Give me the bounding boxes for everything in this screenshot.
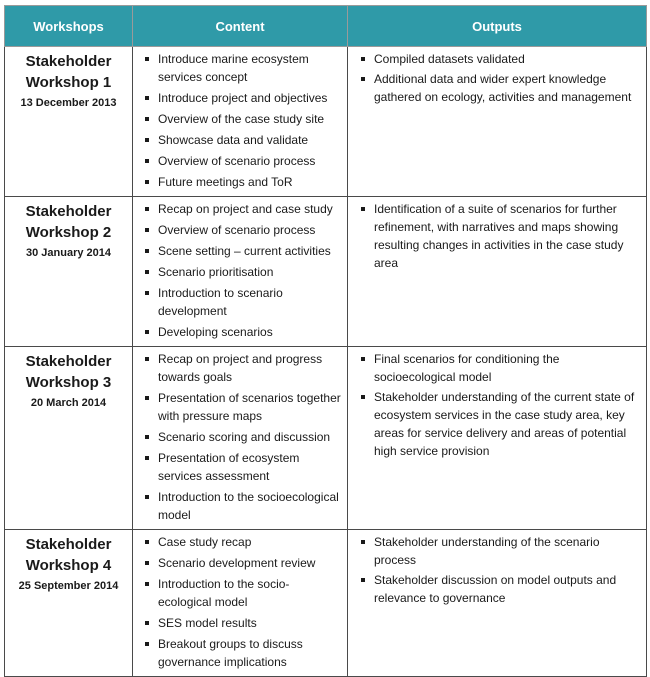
workshop-row xyxy=(5,347,647,530)
output-item: Stakeholder discussion on model outputs and relevance to governance xyxy=(359,571,640,607)
content-item: Introduction to scenario development xyxy=(143,284,341,320)
workshop-title: Stakeholder Workshop 3 xyxy=(25,353,112,391)
content-item: Case study recap xyxy=(143,533,341,551)
workshops-table xyxy=(4,5,647,677)
workshop-date: 20 March 2014 xyxy=(30,397,107,409)
content-cell xyxy=(133,530,348,677)
content-item: Scenario scoring and discussion xyxy=(143,428,341,446)
content-list xyxy=(133,530,347,676)
content-item: Presentation of ecosystem services assessment xyxy=(143,449,341,485)
content-cell xyxy=(133,47,348,197)
content-item: Overview of scenario process xyxy=(143,152,341,170)
workshop-cell xyxy=(5,47,133,197)
output-item: Additional data and wider expert knowledge gathered on ecology, activities and management xyxy=(359,70,640,106)
workshop-title: Stakeholder Workshop 2 xyxy=(25,203,112,241)
content-item: Recap on project and case study xyxy=(143,200,341,218)
output-item: Stakeholder understanding of the scenario process xyxy=(359,533,640,569)
content-list xyxy=(133,47,347,196)
content-item: Introduction to the socioecological model xyxy=(143,488,341,524)
workshop-title: Stakeholder Workshop 4 xyxy=(25,536,112,574)
content-item: Introduction to the socio-ecological model xyxy=(143,575,341,611)
content-item: Scenario development review xyxy=(143,554,341,572)
workshop-cell xyxy=(5,347,133,530)
table-header-row xyxy=(5,6,647,47)
workshop-cell xyxy=(5,197,133,347)
content-item: Presentation of scenarios together with pressure maps xyxy=(143,389,341,425)
outputs-cell xyxy=(348,530,647,677)
content-item: Scenario prioritisation xyxy=(143,263,341,281)
outputs-list xyxy=(348,530,646,611)
workshop-row xyxy=(5,197,647,347)
outputs-cell xyxy=(348,197,647,347)
content-item: Overview of scenario process xyxy=(143,221,341,239)
content-item: Showcase data and validate xyxy=(143,131,341,149)
workshop-row xyxy=(5,530,647,677)
content-item: Recap on project and progress towards goals xyxy=(143,350,341,386)
content-item: SES model results xyxy=(143,614,341,632)
workshop-title: Stakeholder Workshop 1 xyxy=(25,53,112,91)
content-item: Overview of the case study site xyxy=(143,110,341,128)
content-list xyxy=(133,347,347,529)
content-item: Future meetings and ToR xyxy=(143,173,341,191)
content-list xyxy=(133,197,347,346)
workshop-row xyxy=(5,47,647,197)
content-cell xyxy=(133,347,348,530)
workshop-cell xyxy=(5,530,133,677)
workshop-date: 13 December 2013 xyxy=(20,97,117,109)
content-item: Developing scenarios xyxy=(143,323,341,341)
outputs-list xyxy=(348,347,646,464)
content-item: Scene setting – current activities xyxy=(143,242,341,260)
output-item: Identification of a suite of scenarios for further refinement, with narratives and maps showing resulting changes in activities in the case study area xyxy=(359,200,640,272)
output-item: Final scenarios for conditioning the socioecological model xyxy=(359,350,640,386)
outputs-list xyxy=(348,197,646,276)
workshop-date: 30 January 2014 xyxy=(25,247,111,259)
header-outputs: Outputs xyxy=(348,6,647,47)
content-item: Introduce project and objectives xyxy=(143,89,341,107)
header-content: Content xyxy=(133,6,348,47)
output-item: Compiled datasets validated xyxy=(359,50,640,68)
outputs-cell xyxy=(348,47,647,197)
content-item: Introduce marine ecosystem services concept xyxy=(143,50,341,86)
workshop-date: 25 September 2014 xyxy=(18,580,119,592)
content-item: Breakout groups to discuss governance implications xyxy=(143,635,341,671)
output-item: Stakeholder understanding of the current state of ecosystem services in the case study area, key areas for service delivery and areas of potential high service provision xyxy=(359,388,640,460)
header-workshops: Workshops xyxy=(5,6,133,47)
content-cell xyxy=(133,197,348,347)
outputs-cell xyxy=(348,347,647,530)
outputs-list xyxy=(348,47,646,110)
